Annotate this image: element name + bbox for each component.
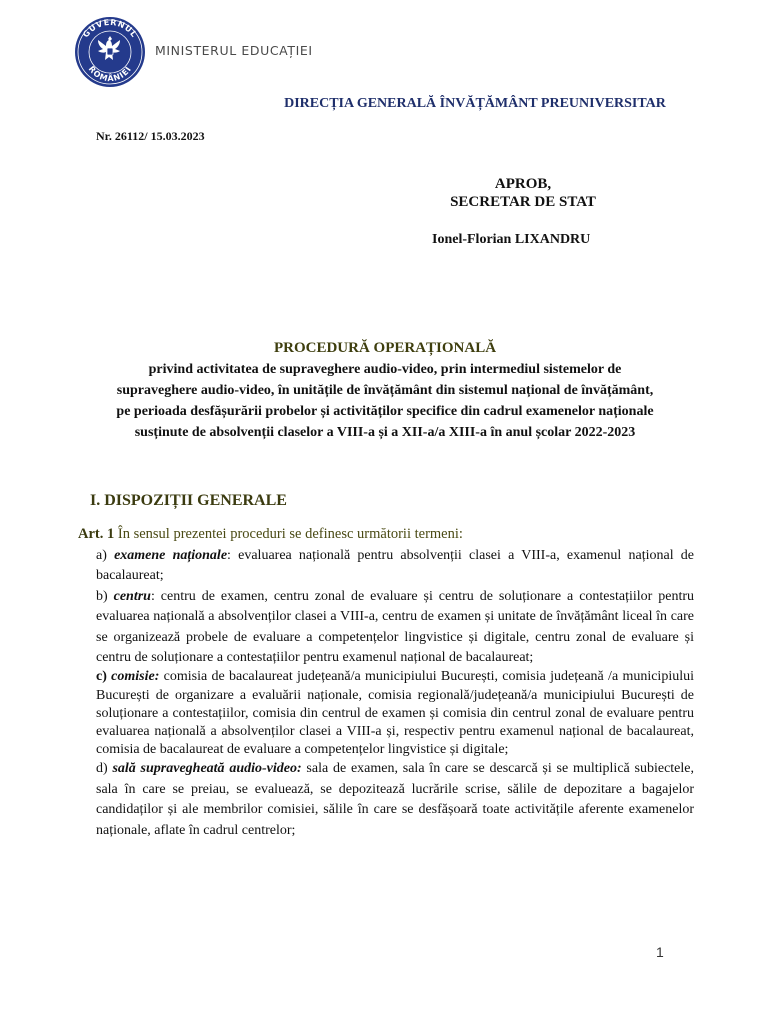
approver-title: SECRETAR DE STAT — [450, 194, 596, 210]
definitions-list — [96, 546, 694, 841]
definition-item: d) sală supravegheată audio-video: sala de examen, sala în care se descarcă și se multiplică subiectele, sala în care se preiau, se evaluează, se depozitează lucrările scrise, sălile de depozitare a bagajelor candidaților și ale membrilor comisiei, sălile în care se desfășoară toate activitățile aferente examenelor naționale, aflate în cadrul centrelor; — [96, 761, 694, 838]
definition-item: b) centru: centru de examen, centru zonal de evaluare și centru de soluționare a contestațiilor pentru evaluarea națională a absolvenților clasei a VIII-a, centru de examen și unitate de învățământ liceal în care se organizează probele de evaluare a competențelor lingvistice și digitale, centru zonal de evaluare și centru de soluționare a contestațiilor pentru examenul național de bacalaureat; — [96, 588, 694, 666]
government-seal-icon — [74, 16, 146, 88]
definition-item: c) comisie: comisia de bacalaureat județeană/a municipiului București, comisia județeană /a municipiului București de organizare a evaluării naționale, comisia regională/județeană/a municipiului București de soluționare a contestațiilor, comisia din centrul de examen și comisia din centrul zonal de evaluare pentru evaluarea națională a absolvenților clasei a VIII-a și, respectiv pentru examenul național de bacalaureat, comisia de bacalaureat de evaluare a competențelor lingvistice și digitale; — [96, 669, 694, 758]
document-number: Nr. 26112/ 15.03.2023 — [96, 129, 205, 143]
definition-text: comisia de bacalaureat județeană/a municipiului București, comisia județeană /a municipiului București de organizare a evaluării naționale, comisia regională/județeană/a municipiului București de soluționare a contestațiilor, comisia din centrul de examen și comisia din centrul zonal de evaluare pentru evaluarea națională a absolvenților clasei a VIII-a și, respectiv pentru examenul național de bacalaureat, comisia de bacalaureat de evaluare a competențelor lingvistice și digitale; — [96, 669, 694, 758]
procedure-title: PROCEDURĂ OPERAȚIONALĂ — [273, 340, 497, 356]
directorate-name: DIRECȚIA GENERALĂ ÎNVĂȚĂMÂNT PREUNIVERSITAR — [284, 96, 666, 111]
definition-text: sala de examen, sala în care se descarcă și se multiplică subiectele, sala în care se preiau, se evaluează, se depozitează lucrările scrise, sălile de depozitare a bagajelor candidaților și ale membrilor comisiei, sălile în care se desfășoară toate activitățile aferente examenelor naționale, aflate în cadrul centrelor; — [96, 761, 694, 838]
svg-text:GUVERNUL: GUVERNUL — [81, 17, 139, 40]
definition-text: evaluarea națională pentru absolvenții clasei a VIII-a, examenul național de bacalaureat; — [96, 548, 694, 584]
article-1-intro — [78, 526, 463, 543]
definition-term: centru — [113, 588, 151, 604]
article-intro-text: În sensul prezentei proceduri se definesc următorii termeni: — [114, 526, 463, 542]
approve-label: APROB, — [494, 176, 552, 192]
svg-text:ROMÂNIEI: ROMÂNIEI — [86, 64, 134, 84]
definition-term: examene naționale — [114, 548, 228, 563]
page-number: 1 — [656, 944, 664, 960]
procedure-title-block — [85, 338, 685, 443]
procedure-subtitle-line: susținute de absolvenții claselor a VIII-a și a XII-a/a XIII-a în anul școlar 2022-2023 — [134, 425, 636, 440]
approver-name: Ionel-Florian LIXANDRU — [432, 232, 591, 247]
procedure-subtitle-line: privind activitatea de supraveghere audio-video, prin intermediul sistemelor de — [148, 362, 622, 377]
article-label: Art. 1 — [78, 526, 115, 542]
definition-text: centru de examen, centru zonal de evaluare și centru de soluționare a contestațiilor pentru evaluarea națională a absolvenților clasei a VIII-a, centru de examen și unitate de învățământ liceal în care se organizează probele de evaluare a competențelor lingvistice și digitale, centru zonal de evaluare și centru de soluționare a contestațiilor pentru examenul național de bacalaureat; — [96, 588, 694, 666]
section-heading: I. DISPOZIȚII GENERALE — [90, 492, 287, 509]
procedure-subtitle-line: supraveghere audio-video, în unitățile de învățământ din sistemul național de învățământ, — [116, 383, 654, 398]
ministry-name: MINISTERUL EDUCAȚIEI — [155, 43, 313, 58]
definition-term: comisie: — [111, 669, 160, 685]
definition-item: a) examene naționale: evaluarea națională pentru absolvenții clasei a VIII-a, examenul național de bacalaureat; — [96, 548, 694, 584]
procedure-subtitle-line: pe perioada desfășurării probelor și activităților specifice din cadrul examenelor naționale — [116, 404, 654, 419]
definition-term: sală supravegheată audio-video: — [112, 761, 302, 777]
